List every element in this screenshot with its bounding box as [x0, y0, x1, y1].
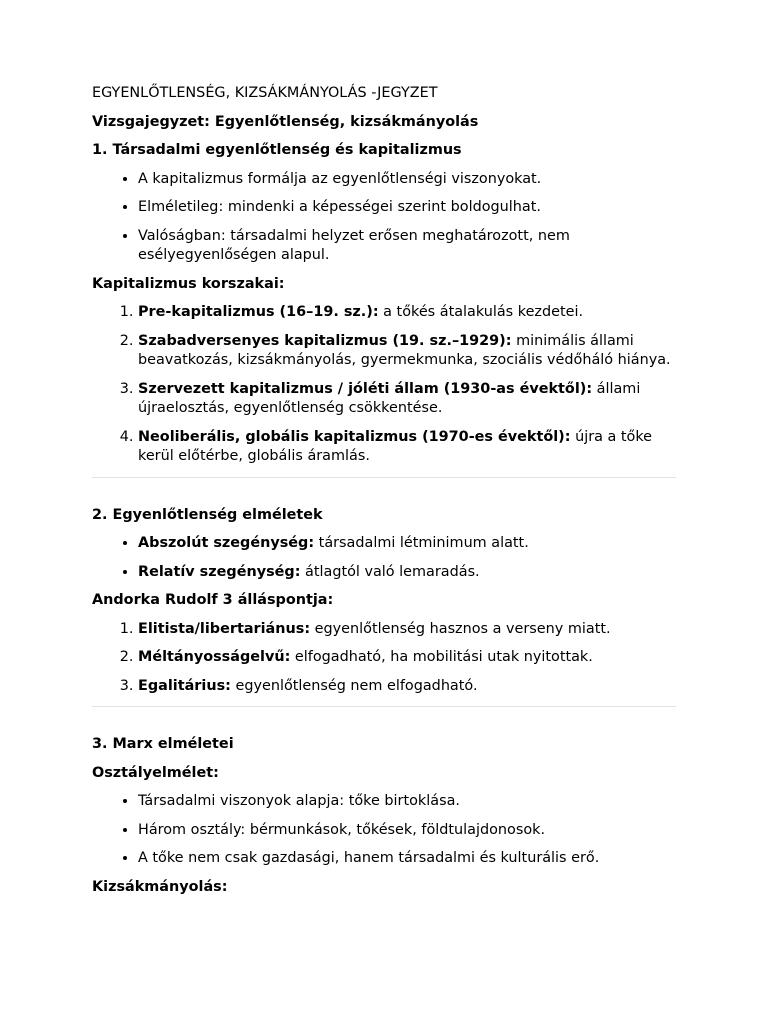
term-description: egyenlőtlenség nem elfogadható.: [230, 677, 478, 694]
section3-heading: 3. Marx elméletei: [92, 736, 234, 752]
list-item: • Társadalmi viszonyok alapja: tőke birtoklása.: [138, 792, 676, 812]
andorka-positions-list: [92, 620, 676, 697]
section2-subheading: Andorka Rudolf 3 álláspontja:: [92, 592, 334, 608]
era-description: minimális állami beavatkozás, kizsákmányolás, gyermekmunka, szociális védőháló hiánya.: [138, 332, 671, 368]
section1-heading: 1. Társadalmi egyenlőtlenség és kapitalizmus: [92, 142, 462, 158]
list-item: [138, 648, 676, 668]
term-description: elfogadható, ha mobilitási utak nyitottak.: [290, 649, 593, 665]
section3-subheading: Osztályelmélet:: [92, 764, 219, 781]
list-item: [138, 677, 676, 697]
term-description: egyenlőtlenség hasznos a verseny miatt.: [310, 620, 611, 637]
list-item: [138, 428, 676, 467]
document-page: [92, 84, 676, 906]
document-subtitle: Vizsgajegyzet: Egyenlőtlenség, kizsákmányolás: [92, 113, 479, 130]
term: Abszolút szegénység:: [138, 535, 315, 551]
list-item: [138, 380, 676, 419]
term: Relatív szegénység:: [138, 563, 301, 580]
term-description: átlagtól való lemaradás.: [300, 563, 480, 580]
section3-subheading2: Kizsákmányolás:: [92, 878, 228, 895]
era-description: állami újraelosztás, egyenlőtlenség csökkentése.: [138, 380, 641, 416]
section2-heading: 2. Egyenlőtlenség elméletek: [92, 506, 323, 523]
era-term: Pre-kapitalizmus (16–19. sz.):: [138, 304, 379, 320]
section2-bullet-list: [92, 534, 676, 582]
list-item: [138, 563, 676, 583]
list-item: [138, 332, 676, 371]
list-item: [138, 303, 676, 323]
capitalism-eras-list: [92, 303, 676, 467]
era-description: a tőkés átalakulás kezdetei.: [378, 304, 584, 320]
list-item: • A kapitalizmus formálja az egyenlőtlenségi viszonyokat.: [138, 170, 676, 190]
list-item: [138, 620, 676, 640]
section1-subheading: Kapitalizmus korszakai:: [92, 275, 285, 292]
era-description: újra a tőke kerül előtérbe, globális áramlás.: [138, 428, 653, 464]
era-term: Szabadversenyes kapitalizmus (19. sz.–1929):: [138, 332, 512, 349]
list-item: • Valóságban: társadalmi helyzet erősen meghatározott, nem esélyegyenlőségen alapul.: [138, 227, 676, 266]
term: Egalitárius:: [138, 677, 231, 694]
section-divider: [92, 706, 676, 707]
section-divider: [92, 477, 676, 478]
list-item: • Elméletileg: mindenki a képességei szerint boldogulhat.: [138, 198, 676, 218]
list-item: • A tőke nem csak gazdasági, hanem társadalmi és kulturális erő.: [138, 849, 676, 869]
list-item: [138, 534, 676, 554]
era-term: Szervezett kapitalizmus / jóléti állam (1930-as évektől):: [138, 380, 593, 397]
list-item: • Három osztály: bérmunkások, tőkések, földtulajdonosok.: [138, 821, 676, 841]
section3-bullet-list: [92, 792, 676, 869]
term: Elitista/libertariánus:: [138, 620, 311, 637]
term: Méltányosságelvű:: [138, 649, 291, 665]
section1-bullet-list: [92, 170, 676, 266]
era-term: Neoliberális, globális kapitalizmus (1970-es évektől):: [138, 428, 571, 445]
document-title: EGYENLŐTLENSÉG, KIZSÁKMÁNYOLÁS -JEGYZET: [92, 85, 438, 101]
term-description: társadalmi létminimum alatt.: [314, 535, 529, 551]
